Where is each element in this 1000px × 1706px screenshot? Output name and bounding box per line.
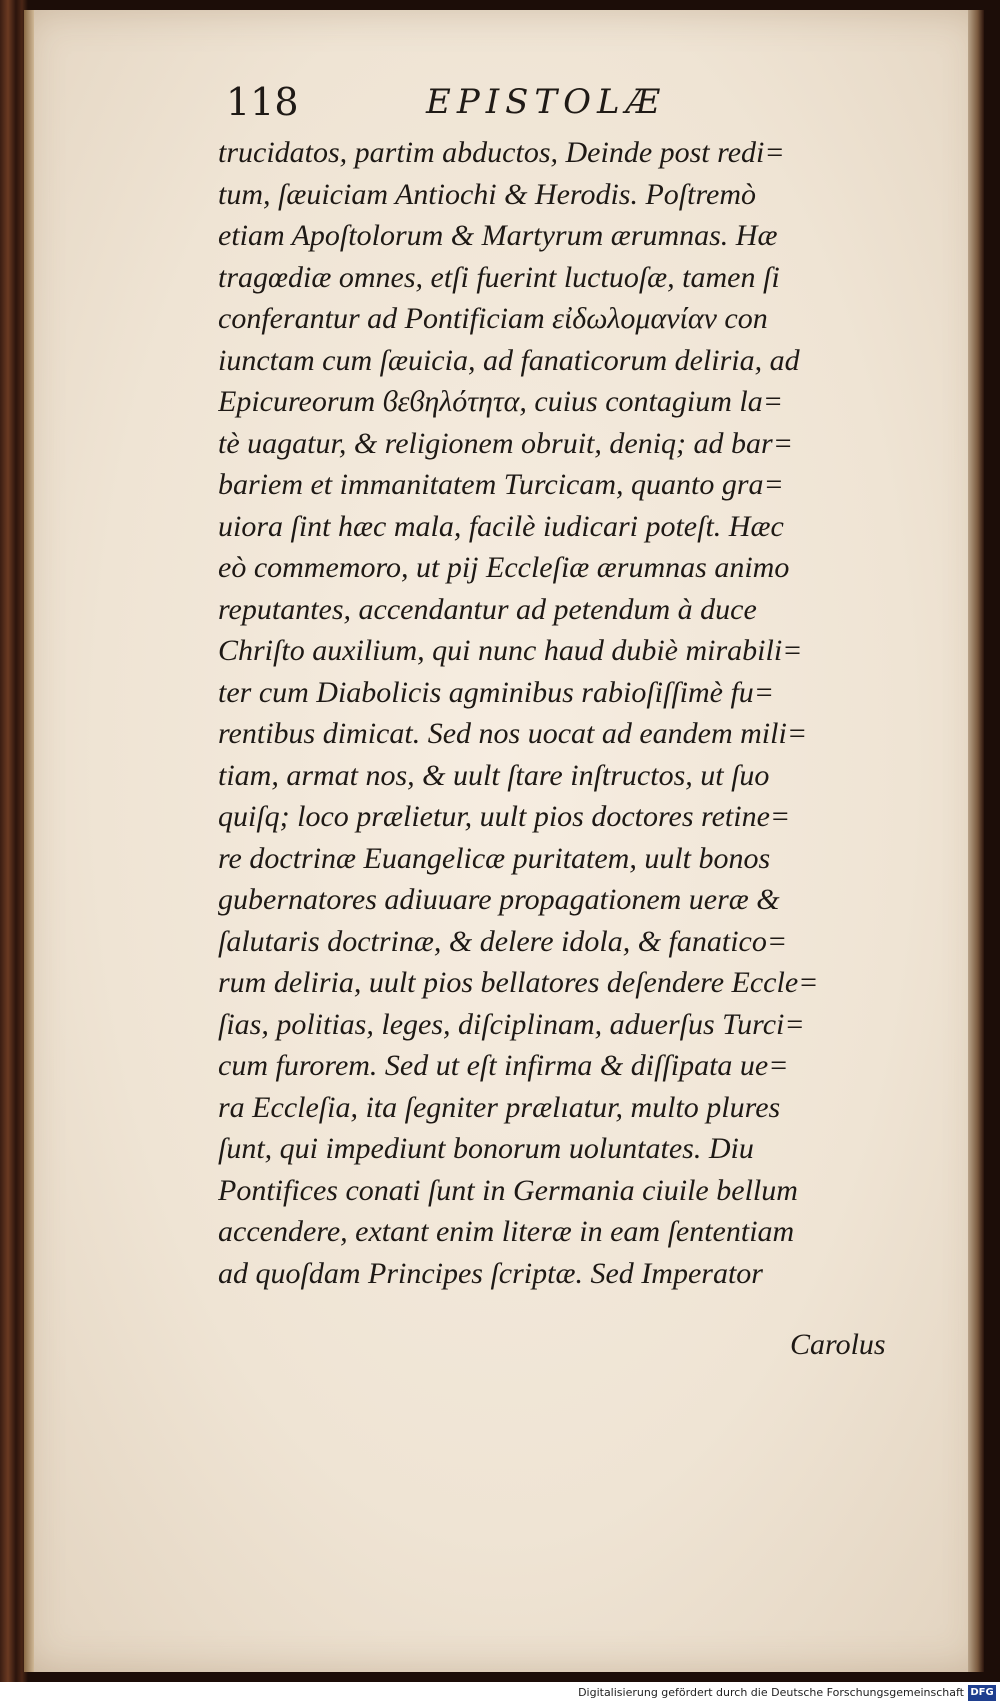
body-text xyxy=(218,132,918,1294)
catchword: Carolus xyxy=(790,1328,886,1361)
text-line: reputantes, accendantur ad petendum à duce xyxy=(218,592,757,626)
text-line: gubernatores adiuuare propagationem ueræ & xyxy=(218,883,780,916)
page-fore-edge xyxy=(968,10,984,1672)
text-line: ſunt, qui impediunt bonorum uoluntates. Diu xyxy=(218,1132,754,1165)
text-line: ter cum Diabolicis agminibus rabioſiſſimè fu= xyxy=(218,675,775,709)
text-line: iunctam cum ſæuicia, ad fanaticorum deliria, ad xyxy=(218,343,800,377)
text-line: quiſq; loco prælietur, uult pios doctores retine= xyxy=(218,800,791,833)
text-line: etiam Apoſtolorum & Martyrum ærumnas. Hæ xyxy=(218,219,778,252)
text-line: cum furorem. Sed ut eſt infirma & diſſipata ue= xyxy=(218,1049,789,1082)
text-line: ſias, politias, leges, diſciplinam, aduerſus Turci= xyxy=(218,1007,805,1041)
page-number: 118 xyxy=(226,80,299,124)
running-head xyxy=(226,80,926,130)
running-title: EPISTOLÆ xyxy=(426,82,666,122)
text-line: ra Eccleſia, ita ſegniter prælıatur, multo plures xyxy=(218,1090,781,1124)
text-line: conferantur ad Pontificiam εἰδωλομανίαν con xyxy=(218,302,768,335)
text-line: accendere, extant enim literæ in eam ſententiam xyxy=(218,1215,795,1248)
digitization-footer xyxy=(0,1682,1000,1706)
text-line: Pontifices conati ſunt in Germania ciuile bellum xyxy=(218,1173,798,1207)
text-line: tè uagatur, & religionem obruit, deniq; ad bar= xyxy=(218,426,793,460)
text-line: tum, ſæuiciam Antiochi & Herodis. Poſtremò xyxy=(218,177,757,211)
funding-credit: Digitalisierung gefördert durch die Deutsche Forschungsgemeinschaft xyxy=(578,1686,964,1699)
page-gutter xyxy=(24,10,34,1672)
text-line: ſalutaris doctrinæ, & delere idola, & fanatico= xyxy=(218,924,788,958)
text-line: bariem et immanitatem Turcicam, quanto gra= xyxy=(218,468,784,501)
text-line: trucidatos, partim abductos, Deinde post redi= xyxy=(218,136,785,169)
text-line: tragœdiæ omnes, etſi fuerint luctuoſæ, tamen ſi xyxy=(218,260,780,294)
text-line: rentibus dimicat. Sed nos uocat ad eandem mili= xyxy=(218,717,808,750)
text-line: ad quoſdam Principes ſcriptæ. Sed Imperator xyxy=(218,1256,763,1290)
text-line: re doctrinæ Euangelicæ puritatem, uult bonos xyxy=(218,841,771,875)
text-line: tiam, armat nos, & uult ſtare inſtructos, ut ſuo xyxy=(218,758,770,792)
text-line: rum deliria, uult pios bellatores deſendere Eccle= xyxy=(218,966,819,999)
dfg-logo: DFG xyxy=(968,1685,996,1701)
text-line: Chriſto auxilium, qui nunc haud dubiè mirabili= xyxy=(218,634,803,667)
text-line: eò commemoro, ut pij Eccleſiæ ærumnas animo xyxy=(218,551,790,584)
text-line: Epicureorum ϐεϐηλότητα, cuius contagium la= xyxy=(218,385,783,418)
text-line: uiora ſint hæc mala, facilè iudicari poteſt. Hæc xyxy=(218,509,784,543)
